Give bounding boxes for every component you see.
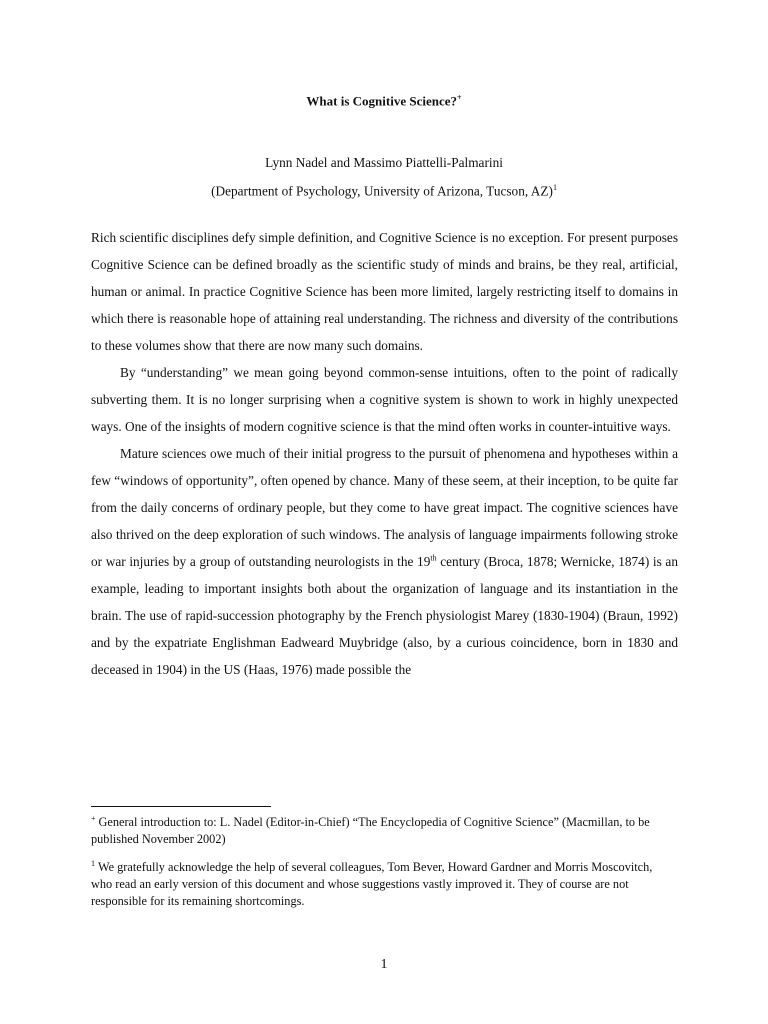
ordinal-superscript: th	[430, 553, 437, 563]
paragraph-2: By “understanding” we mean going beyond common-sense intuitions, often to the point of radically subverting them. It is no longer surprising when a cognitive system is shown to work in highly unexpected ways. One of the insights of modern cognitive science is that the mind often works in counter-intuitive ways.	[91, 365, 678, 434]
footnote-2	[91, 859, 661, 910]
footnote-1-text: General introduction to: L. Nadel (Editor-in-Chief) “The Encyclopedia of Cognitive Science” (Macmillan, to be published November 2002)	[91, 815, 650, 846]
author-affiliation-line	[0, 175, 768, 203]
body-text	[91, 224, 678, 683]
footnotes	[91, 814, 661, 921]
paragraph-1: Rich scientific disciplines defy simple definition, and Cognitive Science is no exception. For present purposes Cognitive Science can be defined broadly as the scientific study of minds and brains, be they real, artificial, human or animal. In practice Cognitive Science has been more limited, largely restricting itself to domains in which there is reasonable hope of attaining real understanding. The richness and diversity of the contributions to these volumes show that there are now many such domains.	[91, 230, 678, 353]
paper-title	[0, 93, 768, 109]
paragraph-3-part-b: century (Broca, 1878; Wernicke, 1874) is an example, leading to important insights both about the organization of language and its instantiation in the brain. The use of rapid-succession photography by the French physiologist Marey (1830-1904) (Braun, 1992) and by the expatriate Englishman Eadweard Muybridge (also, by a curious coincidence, born in 1830 and deceased in 1904) in the US (Haas, 1976) made possible the	[91, 554, 678, 677]
page-number: 1	[380, 957, 388, 972]
footnote-2-mark: 1	[91, 858, 95, 868]
affiliation-footnote-mark: 1	[552, 183, 557, 192]
footnote-1	[91, 814, 661, 848]
footnote-separator	[91, 806, 271, 807]
paper-title-text: What is Cognitive Science?	[306, 93, 457, 109]
author-affiliation: (Department of Psychology, University of Arizona, Tucson, AZ)	[211, 183, 553, 199]
footnote-2-text: We gratefully acknowledge the help of several colleagues, Tom Bever, Howard Gardner and Morris Moscovitch, who read an early version of this document and whose suggestions vastly improved it. They of course are not responsible for its remaining shortcomings.	[91, 860, 653, 908]
author-names: Lynn Nadel and Massimo Piattelli-Palmarini	[265, 155, 503, 170]
title-footnote-mark: +	[457, 93, 462, 102]
paragraph-3-part-a: Mature sciences owe much of their initial progress to the pursuit of phenomena and hypotheses within a few “windows of opportunity”, often opened by chance. Many of these seem, at their inception, to be quite far from the daily concerns of ordinary people, but they come to have great impact. The cognitive sciences have also thrived on the deep exploration of such windows. The analysis of language impairments following stroke or war injuries by a group of outstanding neurologists in the 19	[91, 446, 678, 569]
paragraph-3	[91, 440, 678, 683]
author-block	[0, 150, 768, 203]
footnote-1-mark: +	[91, 813, 96, 823]
